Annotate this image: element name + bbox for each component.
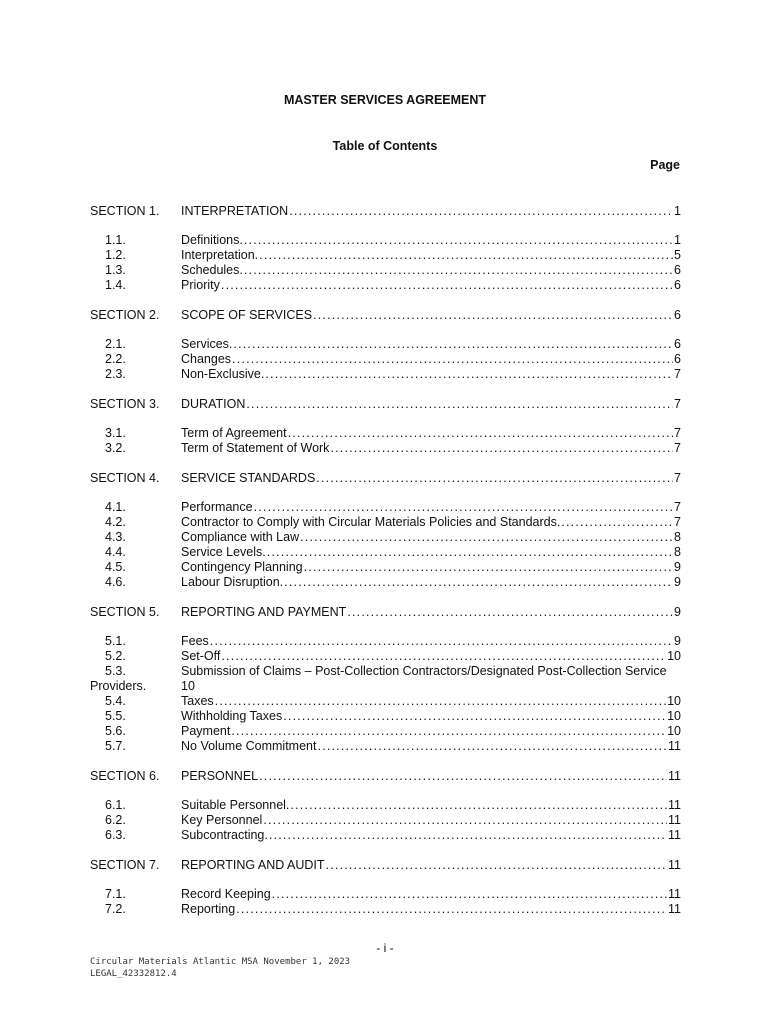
toc-number-line-2: Providers.: [90, 679, 147, 693]
toc-page-number: 11: [668, 769, 681, 783]
toc-entry: [181, 605, 681, 620]
toc-number: 5.4.: [105, 694, 126, 708]
toc-number: 5.5.: [105, 709, 126, 723]
toc-entry-title: Suitable Personnel.: [181, 798, 290, 812]
toc-leader-dots: [290, 798, 667, 813]
toc-item-row[interactable]: [90, 500, 681, 515]
toc-entry-title: No Volume Commitment: [181, 739, 317, 753]
toc-page-number: 7: [674, 515, 681, 529]
toc-page-number: 6: [674, 352, 681, 366]
toc-leader-dots: [221, 649, 666, 664]
toc-number: 4.3.: [105, 530, 126, 544]
toc-page-number: 7: [674, 441, 681, 455]
toc-entry-title: Payment: [181, 724, 231, 738]
toc-leader-dots: [232, 352, 673, 367]
document-title: MASTER SERVICES AGREEMENT: [283, 93, 487, 107]
toc-page-number: 10: [667, 649, 681, 663]
toc-item-row[interactable]: [90, 441, 681, 456]
footer: [90, 956, 350, 980]
toc-number: 4.2.: [105, 515, 126, 529]
toc-item-row[interactable]: [90, 724, 681, 739]
toc-leader-dots: [284, 575, 673, 590]
toc-page-number: 9: [674, 575, 681, 589]
toc-entry: [181, 798, 681, 813]
toc-entry: [181, 858, 681, 873]
toc-leader-dots: [561, 515, 673, 530]
toc-entry-title: PERSONNEL: [181, 769, 259, 783]
toc-entry: [181, 724, 681, 739]
toc-number: SECTION 5.: [90, 605, 160, 619]
toc-entry-title: INTERPRETATION: [181, 204, 289, 218]
toc-entry-title: Term of Statement of Work: [181, 441, 330, 455]
toc-page-number: 1: [674, 233, 681, 247]
toc-item-row[interactable]: [90, 367, 681, 382]
toc-item-row[interactable]: [90, 709, 681, 724]
toc-entry-title: Withholding Taxes: [181, 709, 283, 723]
toc-item-row[interactable]: [90, 902, 681, 917]
toc-entry: [181, 337, 681, 352]
toc-entry-title: Set-Off: [181, 649, 221, 663]
toc-item-row[interactable]: [90, 575, 681, 590]
toc-entry: [181, 634, 681, 649]
toc-item-row[interactable]: [90, 560, 681, 575]
toc-section-row[interactable]: [90, 769, 681, 784]
toc-entry: [181, 263, 681, 278]
toc-entry-title: Changes: [181, 352, 232, 366]
toc-item-row[interactable]: [90, 828, 681, 843]
toc-entry: [181, 709, 681, 724]
toc-item-row[interactable]: [90, 530, 681, 545]
toc-entry: [181, 545, 681, 560]
toc-entry: [181, 560, 681, 575]
toc-number: [90, 664, 181, 694]
toc-section-row[interactable]: [90, 308, 681, 323]
toc-entry: [181, 769, 681, 784]
toc-number: 5.6.: [105, 724, 126, 738]
toc-leader-dots: [231, 724, 666, 739]
toc-number: 1.4.: [105, 278, 126, 292]
toc-entry: [181, 426, 681, 441]
toc-entry: [181, 308, 681, 323]
toc-item-row[interactable]: [90, 887, 681, 902]
toc-entry-title: Labour Disruption.: [181, 575, 284, 589]
toc-number: 7.2.: [105, 902, 126, 916]
toc-page-number: 8: [674, 545, 681, 559]
toc-leader-dots: [259, 769, 667, 784]
toc-number: 7.1.: [105, 887, 126, 901]
toc-page-number: 6: [674, 308, 681, 322]
toc-item-row[interactable]: [90, 352, 681, 367]
toc-entry: [181, 694, 681, 709]
toc-item-row[interactable]: [90, 233, 681, 248]
toc-leader-dots: [236, 902, 667, 917]
toc-entry: [181, 887, 681, 902]
footer-page-number: - i -: [376, 941, 394, 955]
toc-entry-title: Schedules.: [181, 263, 243, 277]
toc-page-number: 7: [674, 500, 681, 514]
toc-entry: [181, 575, 681, 590]
toc-entry-title: Definitions.: [181, 233, 243, 247]
toc-page-number: 7: [674, 471, 681, 485]
toc-page-number: 9: [674, 560, 681, 574]
toc-number: 5.1.: [105, 634, 126, 648]
toc-entry: [181, 530, 681, 545]
toc-number: 4.1.: [105, 500, 126, 514]
toc-entry-title: Taxes: [181, 694, 214, 708]
toc-leader-dots: [283, 709, 666, 724]
toc-number: 5.2.: [105, 649, 126, 663]
toc-page-number: 10: [181, 679, 195, 693]
toc-leader-dots: [259, 248, 673, 263]
toc-leader-dots: [269, 828, 667, 843]
toc-number: 2.2.: [105, 352, 126, 366]
toc-entry-title: [181, 664, 681, 694]
toc-page-number: 6: [674, 337, 681, 351]
toc-leader-dots: [221, 278, 673, 293]
toc-leader-dots: [289, 204, 673, 219]
toc-entry: [181, 739, 681, 754]
toc-page-number: 11: [668, 902, 681, 916]
toc-item-row[interactable]: [90, 337, 681, 352]
toc-leader-dots: [263, 813, 667, 828]
toc-number: 4.6.: [105, 575, 126, 589]
toc-page-number: 5: [674, 248, 681, 262]
toc-number: 5.7.: [105, 739, 126, 753]
toc-number: SECTION 6.: [90, 769, 160, 783]
toc-page-number: 1: [674, 204, 681, 218]
toc-entry: [181, 813, 681, 828]
toc-entry-title: Interpretation.: [181, 248, 259, 262]
toc-number: SECTION 2.: [90, 308, 160, 322]
toc-number: SECTION 4.: [90, 471, 160, 485]
toc-section-row[interactable]: [90, 397, 681, 412]
toc-item-row[interactable]: [90, 248, 681, 263]
toc-page-number: 11: [668, 828, 681, 842]
toc-title: Table of Contents: [332, 139, 438, 153]
toc-item-row[interactable]: [90, 426, 681, 441]
toc-item-row[interactable]: [90, 694, 681, 709]
toc-page-number: 9: [674, 634, 681, 648]
toc-page-number: 10: [667, 694, 681, 708]
toc-entry: [181, 441, 681, 456]
toc-number: 3.2.: [105, 441, 126, 455]
toc-leader-dots: [326, 858, 667, 873]
toc-entry: [181, 649, 681, 664]
toc-number-line-1: 5.3.: [105, 664, 126, 678]
toc-page-number: 7: [674, 426, 681, 440]
toc-entry-title: Record Keeping: [181, 887, 271, 901]
toc-item-row[interactable]: [90, 634, 681, 649]
toc-page-number: 11: [668, 798, 681, 812]
toc-number: 6.3.: [105, 828, 126, 842]
toc-number: SECTION 7.: [90, 858, 160, 872]
toc-leader-dots: [330, 441, 673, 456]
toc-entry: [181, 233, 681, 248]
toc-entry-title: Service Levels.: [181, 545, 266, 559]
toc-section-row[interactable]: [90, 605, 681, 620]
toc-entry: [181, 367, 681, 382]
toc-entry-title: Non-Exclusive.: [181, 367, 265, 381]
toc-leader-dots: [233, 337, 673, 352]
toc-entry: [181, 248, 681, 263]
toc-leader-dots: [265, 367, 673, 382]
toc-entry: [181, 397, 681, 412]
toc-entry-title-line-1: Submission of Claims – Post-Collection Contractors/Designated Post-Collection Service: [181, 664, 667, 678]
toc-number: 1.2.: [105, 248, 126, 262]
toc-entry: [181, 352, 681, 367]
toc-entry: [181, 204, 681, 219]
toc-section-row[interactable]: [90, 858, 681, 873]
toc-entry: [181, 828, 681, 843]
toc-leader-dots: [316, 471, 673, 486]
toc-number: SECTION 1.: [90, 204, 160, 218]
toc-entry-title: Contractor to Comply with Circular Materials Policies and Standards.: [181, 515, 561, 529]
toc-number: 4.5.: [105, 560, 126, 574]
toc-item-row[interactable]: [90, 813, 681, 828]
toc-number: 1.1.: [105, 233, 126, 247]
toc-leader-dots: [288, 426, 673, 441]
toc-entry-title: Term of Agreement: [181, 426, 287, 440]
toc-leader-dots: [254, 500, 673, 515]
toc-leader-dots: [210, 634, 673, 649]
footer-line-2: LEGAL_42332812.4: [90, 969, 177, 979]
toc-page-number: 11: [668, 858, 681, 872]
toc-entry: [181, 278, 681, 293]
toc-leader-dots: [244, 233, 673, 248]
toc-number: 2.3.: [105, 367, 126, 381]
toc-entry-title: Priority: [181, 278, 220, 292]
toc-number: SECTION 3.: [90, 397, 160, 411]
toc-entry-title: REPORTING AND PAYMENT: [181, 605, 347, 619]
page-column-label: Page: [650, 158, 680, 172]
toc-page-number: 7: [674, 397, 681, 411]
toc-entry-title: REPORTING AND AUDIT: [181, 858, 325, 872]
toc-item-row[interactable]: [90, 649, 681, 664]
toc-leader-dots: [244, 263, 673, 278]
toc-number: 4.4.: [105, 545, 126, 559]
toc-leader-dots: [300, 530, 673, 545]
toc-entry-title: Services.: [181, 337, 233, 351]
toc-entry-title: Key Personnel: [181, 813, 263, 827]
toc-leader-dots: [272, 887, 667, 902]
toc-entry: [181, 471, 681, 486]
toc-section-row[interactable]: [90, 204, 681, 219]
toc-entry-title: SERVICE STANDARDS: [181, 471, 316, 485]
toc-entry-title: DURATION: [181, 397, 246, 411]
toc-number: 1.3.: [105, 263, 126, 277]
toc-page-number: 11: [668, 739, 681, 753]
toc-page-number: 6: [674, 263, 681, 277]
toc-number: 6.1.: [105, 798, 126, 812]
toc-number: 2.1.: [105, 337, 126, 351]
toc-item-row-wrapped[interactable]: [90, 664, 681, 694]
toc-entry-title: Performance: [181, 500, 253, 514]
toc-page-number: 9: [674, 605, 681, 619]
toc-entry: [181, 515, 681, 530]
toc-item-row[interactable]: [90, 739, 681, 754]
toc-page-number: 6: [674, 278, 681, 292]
toc-leader-dots: [347, 605, 673, 620]
toc-entry: [181, 902, 681, 917]
toc-page-number: 11: [668, 887, 681, 901]
toc-entry-title: Reporting: [181, 902, 236, 916]
toc-leader-dots: [317, 739, 667, 754]
toc-leader-dots: [304, 560, 673, 575]
toc-leader-dots: [215, 694, 666, 709]
toc-page-number: 10: [667, 709, 681, 723]
toc-entry-title: SCOPE OF SERVICES: [181, 308, 313, 322]
table-of-contents: [90, 198, 681, 917]
toc-page-number: 11: [668, 813, 681, 827]
toc-item-row[interactable]: [90, 263, 681, 278]
toc-section-row[interactable]: [90, 471, 681, 486]
toc-leader-dots: [313, 308, 673, 323]
toc-number: 6.2.: [105, 813, 126, 827]
toc-entry-title: Subcontracting.: [181, 828, 268, 842]
toc-number: 3.1.: [105, 426, 126, 440]
toc-page-number: 7: [674, 367, 681, 381]
toc-leader-dots: [267, 545, 673, 560]
toc-page-number: 8: [674, 530, 681, 544]
toc-page-number: 10: [667, 724, 681, 738]
toc-item-row[interactable]: [90, 798, 681, 813]
toc-leader-dots: [246, 397, 673, 412]
toc-item-row[interactable]: [90, 278, 681, 293]
toc-entry-title: Compliance with Law: [181, 530, 300, 544]
toc-item-row[interactable]: [90, 515, 681, 530]
toc-item-row[interactable]: [90, 545, 681, 560]
footer-line-1: Circular Materials Atlantic MSA November 1, 2023: [90, 957, 351, 967]
toc-entry-title: Fees: [181, 634, 209, 648]
toc-entry-title: Contingency Planning: [181, 560, 303, 574]
toc-entry: [181, 500, 681, 515]
